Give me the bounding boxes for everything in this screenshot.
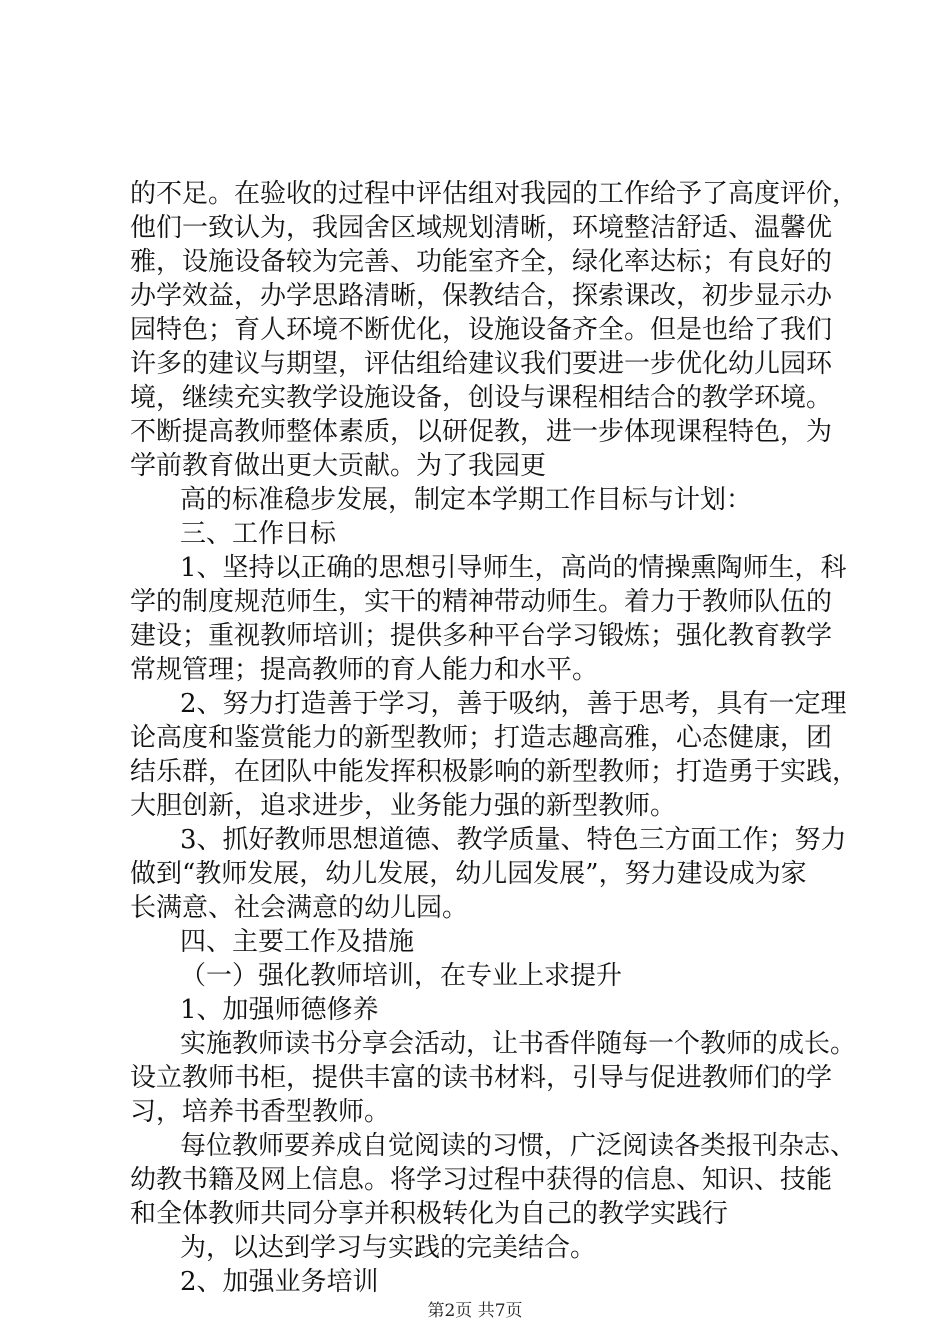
body-line: 大胆创新，追求进步，业务能力强的新型教师。 (130, 791, 677, 821)
body-line: 境，继续充实教学设施设备，创设与课程相结合的教学环境。 (130, 383, 833, 413)
item-heading: 1、加强师德修养 (180, 995, 379, 1025)
body-line: 结乐群，在团队中能发挥积极影响的新型教师；打造勇于实践， (130, 757, 859, 787)
body-line: 雅，设施设备较为完善、功能室齐全，绿化率达标；有良好的 (130, 247, 833, 277)
body-line: 的不足。在验收的过程中评估组对我园的工作给予了高度评价， (130, 179, 859, 209)
body-line: 学的制度规范师生，实干的精神带动师生。着力于教师队伍的 (130, 587, 833, 617)
body-line: 1、坚持以正确的思想引导师生，高尚的情操熏陶师生，科 (180, 553, 847, 583)
page-number-footer: 第2页 共7页 (427, 1301, 523, 1321)
body-line: 长满意、社会满意的幼儿园。 (130, 893, 469, 923)
body-line: 建设；重视教师培训；提供多种平台学习锻炼；强化教育教学 (130, 621, 833, 651)
body-line: 他们一致认为，我园舍区域规划清晰，环境整洁舒适、温馨优 (130, 213, 833, 243)
item-heading: 2、加强业务培训 (180, 1267, 379, 1297)
section-heading: 四、主要工作及措施 (180, 927, 415, 957)
subsection-heading: （一）强化教师培训，在专业上求提升 (180, 961, 623, 991)
body-line: 学前教育做出更大贡献。为了我园更 (130, 451, 547, 481)
body-line: 许多的建议与期望，评估组给建议我们要进一步优化幼儿园环 (130, 349, 833, 379)
body-line: 每位教师要养成自觉阅读的习惯，广泛阅读各类报刊杂志、 (180, 1131, 857, 1161)
body-line: 实施教师读书分享会活动，让书香伴随每一个教师的成长。 (180, 1029, 857, 1059)
body-line: 做到“教师发展，幼儿发展，幼儿园发展”，努力建设成为家 (130, 859, 807, 889)
body-line: 习，培养书香型教师。 (130, 1097, 391, 1127)
body-line: 园特色；育人环境不断优化，设施设备齐全。但是也给了我们 (130, 315, 833, 345)
body-line: 设立教师书柜，提供丰富的读书材料，引导与促进教师们的学 (130, 1063, 833, 1093)
body-line: 办学效益，办学思路清晰，保教结合，探索课改，初步显示办 (130, 281, 833, 311)
body-line: 2、努力打造善于学习，善于吸纳，善于思考，具有一定理 (180, 689, 847, 719)
body-line: 不断提高教师整体素质，以研促教，进一步体现课程特色，为 (130, 417, 833, 447)
body-line: 为，以达到学习与实践的完美结合。 (180, 1233, 597, 1263)
body-line: 论高度和鉴赏能力的新型教师；打造志趣高雅，心态健康，团 (130, 723, 833, 753)
body-line: 高的标准稳步发展，制定本学期工作目标与计划： (180, 485, 753, 515)
section-heading: 三、工作日标 (180, 519, 337, 549)
body-line: 3、抓好教师思想道德、教学质量、特色三方面工作；努力 (180, 825, 847, 855)
body-line: 常规管理；提高教师的育人能力和水平。 (130, 655, 599, 685)
body-line: 和全体教师共同分享并积极转化为自己的教学实践行 (130, 1199, 729, 1229)
body-line: 幼教书籍及网上信息。将学习过程中获得的信息、知识、技能 (130, 1165, 833, 1195)
